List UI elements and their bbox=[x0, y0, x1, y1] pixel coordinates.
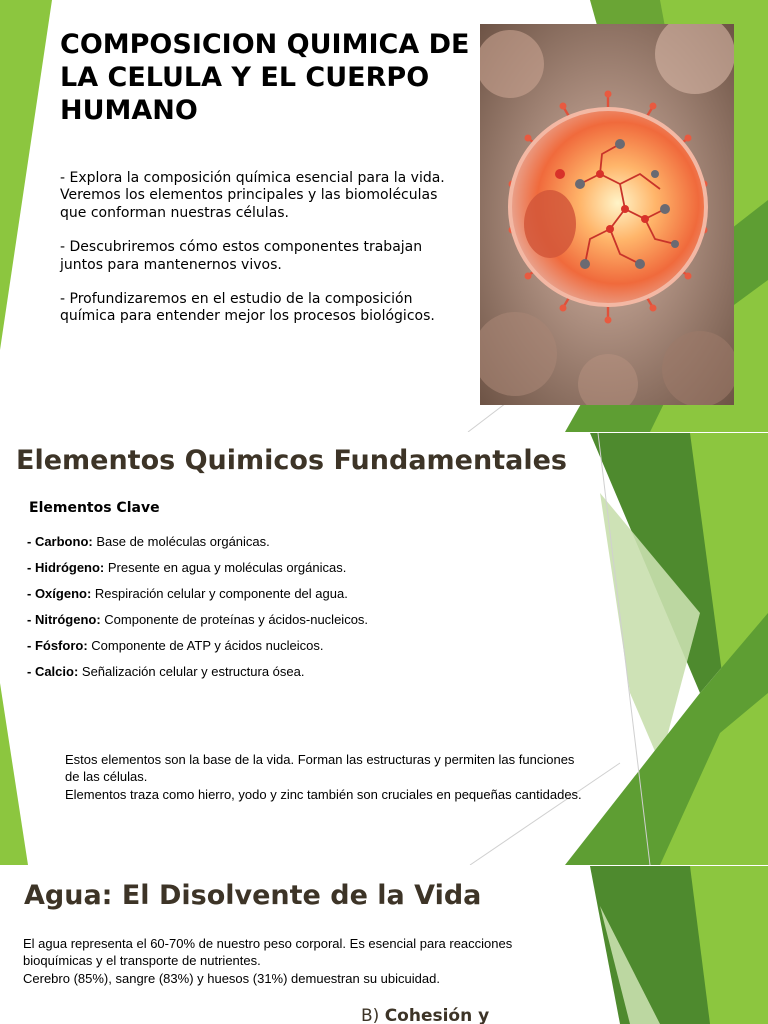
note-line-2: Elementos traza como hierro, yodo y zinc también son cruciales en pequeñas cantidades. bbox=[65, 786, 582, 802]
list-item-nitrogeno bbox=[27, 611, 567, 637]
subheading-bold: Cohesión y bbox=[384, 1006, 490, 1024]
element-term: - Hidrógeno: bbox=[27, 560, 105, 575]
elements-note bbox=[65, 751, 585, 803]
intro-text bbox=[60, 170, 445, 343]
element-description: Base de moléculas orgánicas. bbox=[92, 534, 270, 549]
element-description: Respiración celular y componente del agua. bbox=[91, 586, 348, 601]
element-description: Presente en agua y moléculas orgánicas. bbox=[104, 560, 347, 575]
subheading-prefix: B) bbox=[361, 1006, 385, 1024]
slide-3 bbox=[0, 866, 768, 1024]
intro-paragraph-3: - Profundizaremos en el estudio de la composición química para entender mejor los procesos biológicos. bbox=[60, 291, 435, 325]
list-item-calcio bbox=[27, 663, 567, 689]
element-term: - Calcio: bbox=[27, 664, 79, 679]
cohesion-subheading bbox=[361, 1006, 489, 1024]
intro-paragraph-2: - Descubriremos cómo estos componentes trabajan juntos para mantenernos vivos. bbox=[60, 239, 423, 273]
page-title: COMPOSICION QUIMICA DE LA CELULA Y EL CUERPO HUMANO bbox=[60, 29, 470, 126]
slide-2 bbox=[0, 433, 768, 865]
water-line-2: Cerebro (85%), sangre (83%) y huesos (31%) demuestran su ubicuidad. bbox=[23, 970, 440, 986]
section-title-water: Agua: El Disolvente de la Vida bbox=[24, 880, 482, 911]
element-term: - Nitrógeno: bbox=[27, 612, 101, 627]
list-item-oxigeno bbox=[27, 585, 567, 611]
section-title-elements: Elementos Quimicos Fundamentales bbox=[16, 445, 567, 476]
key-elements-heading: Elementos Clave bbox=[29, 500, 160, 516]
element-description: Componente de proteínas y ácidos-nucleicos. bbox=[100, 612, 369, 627]
water-line-1: El agua representa el 60-70% de nuestro peso corporal. Es esencial para reacciones bioquímicas y el transporte de nutrientes. bbox=[23, 936, 513, 969]
element-term: - Fósforo: bbox=[27, 638, 88, 653]
element-description: Señalización celular y estructura ósea. bbox=[78, 664, 305, 679]
list-item-fosforo bbox=[27, 637, 567, 663]
list-item-carbono bbox=[27, 533, 567, 559]
note-line-1: Estos elementos son la base de la vida. Forman las estructuras y permiten las funciones de las células. bbox=[65, 752, 575, 785]
elements-list bbox=[27, 533, 567, 689]
slide-1 bbox=[0, 0, 768, 432]
element-term: - Oxígeno: bbox=[27, 586, 92, 601]
element-description: Componente de ATP y ácidos nucleicos. bbox=[87, 638, 324, 653]
intro-paragraph-1: - Explora la composición química esencial para la vida. Veremos los elementos principales y las biomoléculas que conforman nuestras células. bbox=[60, 170, 445, 221]
element-term: - Carbono: bbox=[27, 534, 93, 549]
cell-molecule-illustration bbox=[480, 24, 734, 405]
water-text bbox=[23, 935, 583, 987]
list-item-hidrogeno bbox=[27, 559, 567, 585]
